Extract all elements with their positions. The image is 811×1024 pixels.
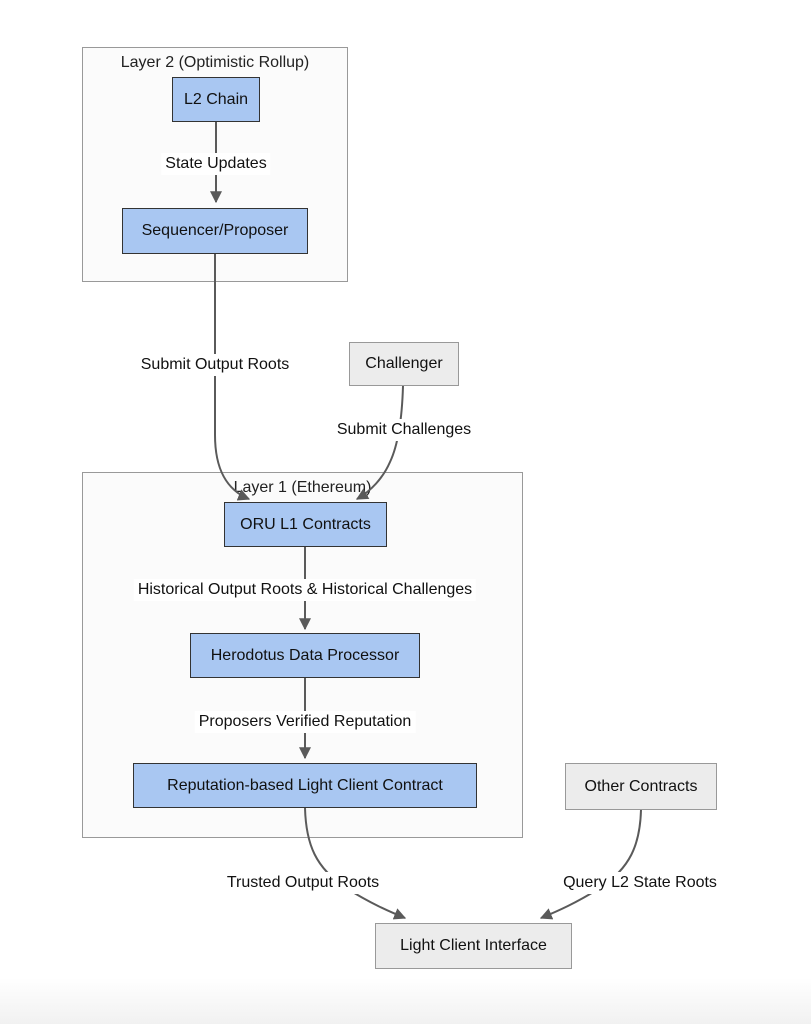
node-oru-l1-contracts-label: ORU L1 Contracts [240,515,371,533]
node-challenger-label: Challenger [365,355,443,372]
node-oru-l1-contracts [224,502,387,547]
edge-label-historical: Historical Output Roots & Historical Challenges [134,579,476,601]
node-herodotus-data-processor-label: Herodotus Data Processor [210,646,400,664]
node-sequencer-proposer [122,208,308,254]
edge-label-state-updates: State Updates [161,153,270,175]
edge-label-submit-challenges: Submit Challenges [333,419,475,441]
node-sequencer-proposer-label: Sequencer/Proposer [141,222,289,239]
edge-label-proposers: Proposers Verified Reputation [195,711,416,733]
edge-label-query: Query L2 State Roots [559,872,721,894]
node-challenger [349,342,459,386]
edge-submit-output-roots [215,254,249,499]
node-reputation-light-client-contract-label: Reputation-based Light Client Contract [167,776,443,794]
node-l2-chain-label: L2 Chain [183,90,249,108]
subgraph-layer1-title: Layer 1 (Ethereum) [233,479,372,496]
node-other-contracts-label: Other Contracts [584,777,698,795]
edge-label-submit-output-roots: Submit Output Roots [137,354,294,376]
node-light-client-interface-label: Light Client Interface [400,937,547,954]
bottom-fade [0,978,811,1024]
subgraph-layer2-title: Layer 2 (Optimistic Rollup) [120,54,310,71]
node-herodotus-data-processor [190,633,420,678]
node-l2-chain [172,77,260,122]
edge-query [541,810,641,918]
node-reputation-light-client-contract [133,763,477,808]
edge-label-trusted: Trusted Output Roots [223,872,383,894]
node-light-client-interface [375,923,572,969]
node-other-contracts [565,763,717,810]
